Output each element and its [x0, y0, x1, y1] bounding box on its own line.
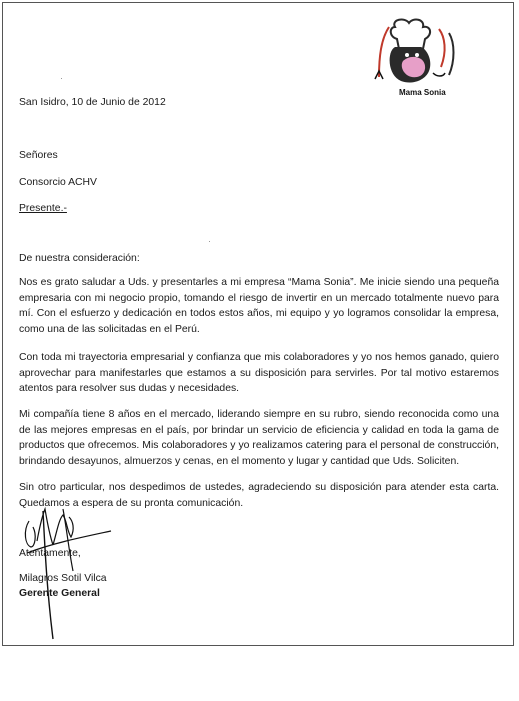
recipient-company: Consorcio ACHV — [19, 177, 97, 188]
greeting: De nuestra consideración: — [19, 253, 140, 264]
place-date: San Isidro, 10 de Junio de 2012 — [19, 97, 166, 108]
mama-sonia-logo — [365, 17, 465, 101]
recipient-salutation: Señores — [19, 150, 58, 161]
logo-brand-text: Mama Sonia — [399, 88, 446, 97]
recipient-presente: Presente.- — [19, 203, 67, 214]
signer-title: Gerente General — [19, 588, 100, 599]
paragraph-3: Mi compañía tiene 8 años en el mercado, liderando siempre en su rubro, siendo reconocida como una de las mejores empresas en el país, por brindar un servicio de eficiencia y calidad en toda la gama de productos que ofrecemos. Mis colaboradores y yo realizamos catering para el personal de construcción, brindando desayunos, almuerzos y cenas, en el momento y lugar y cantidad que Uds. Soliciten. — [19, 409, 499, 467]
closing: Atentamente, — [19, 548, 81, 559]
paragraph-1: Nos es grato saludar a Uds. y presentarles a mi empresa “Mama Sonia”. Me inicie siendo una pequeña empresaria con mi negocio propio, tomando el riesgo de invertir en un mercado totalmente nuevo para mí. Con el esfuerzo y dedicación en todos estos años, mi equipo y yo logramos consolidar la empresa, como una de las solicitadas en el Perú. — [19, 277, 499, 335]
paragraph-2: Con toda mi trayectoria empresarial y confianza que mis colaboradores y yo nos hemos ganado, quiero aprovechar para manifestarles que estamos a su disposición para servirles. Por tal motivo estaremos atentos para resolver sus dudas y necesidades. — [19, 352, 499, 394]
speck — [209, 241, 210, 242]
letter-page — [2, 2, 514, 646]
speck — [61, 78, 62, 79]
paragraph-4: Sin otro particular, nos despedimos de ustedes, agradeciendo su disposición para atender esta carta. Quedamos a espera de su pronta comunicación. — [19, 482, 499, 509]
signer-name: Milagros Sotil Vilca — [19, 573, 107, 584]
handwritten-signature — [13, 501, 123, 646]
